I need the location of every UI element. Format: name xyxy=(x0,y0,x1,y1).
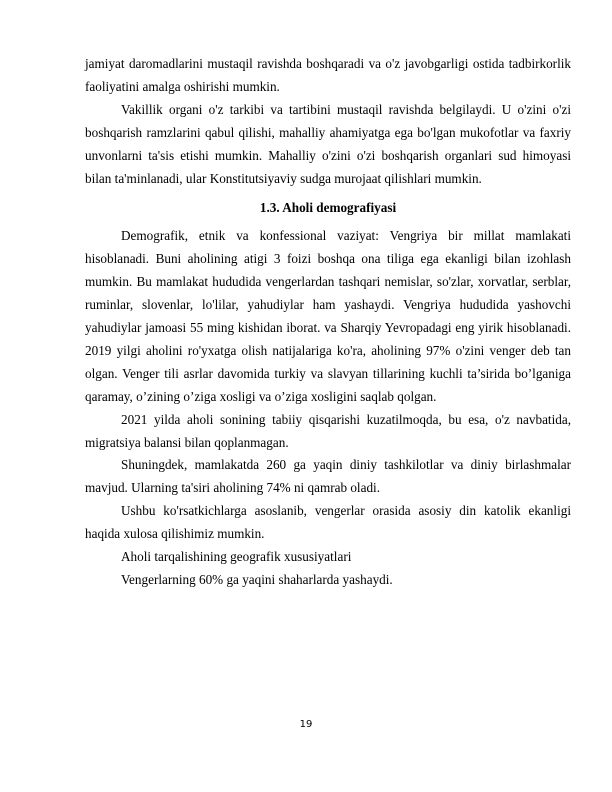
paragraph-catholic-conclusion: Ushbu ko'rsatkichlarga asoslanib, vengerlar orasida asosiy din katolik ekanligi haqida xulosa qilishimiz mumkin. xyxy=(85,503,571,542)
section-heading: 1.3. Aholi demografiyasi xyxy=(259,200,397,216)
document-body xyxy=(85,53,571,592)
paragraph-geographic-subtitle: Aholi tarqalishining geografik xususiyatlari xyxy=(121,549,352,565)
paragraph-population-decline: 2021 yilda aholi sonining tabiiy qisqarishi kuzatilmoqda, bu esa, o'z navbatida, migratsiya balansi bilan qoplanmagan. xyxy=(85,411,571,450)
paragraph-demographic-situation: Demografik, etnik va konfessional vaziyat: Vengriya bir millat mamlakati hisoblanadi. Buni aholining atigi 3 foizi boshqa ona tiliga ega ekanligi bilan izohlash mumkin. Bu mamlakat hududida vengerlardan tashqari nemislar, so'zlar, xorvatlar, serblar, ruminlar, slovenlar, lo'lilar, yahudiylar ham yashaydi. Vengriya hududida yashovchi yahudiylar jamoasi 55 ming kishidan iborat. va Sharqiy Yevropadagi eng yirik hisoblanadi. 2019 yilgi aholini ro'yxatga olish natijalariga ko'ra, aholining 97% o'zini venger deb tan olgan. Venger tili asrlar davomida turkiy va slavyan tillarining kuchli ta’sirida bo’lganiga qaramay, o’zining o’ziga xosligi va o’ziga xosligini saqlab qolgan. xyxy=(85,228,571,404)
paragraph-continuation: jamiyat daromadlarini mustaqil ravishda boshqaradi va o'z javobgarligi ostida tadbirkorlik faoliyatini amalga oshirishi mumkin. xyxy=(85,56,571,94)
paragraph-religious-organizations: Shuningdek, mamlakatda 260 ga yaqin diniy tashkilotlar va diniy birlashmalar mavjud. Ularning ta'siri aholining 74% ni qamrab oladi. xyxy=(85,457,571,496)
page-number: 19 xyxy=(299,719,313,730)
paragraph-representative-body: Vakillik organi o'z tarkibi va tartibini mustaqil ravishda belgilaydi. U o'zini o'zi boshqarish ramzlarini qabul qilishi, mahalliy ahamiyatga ega bo'lgan mukofotlar va faxriy unvonlarni ta'sis etishi mumkin. Mahalliy o'zini o'zi boshqarish organlari sud himoyasi bilan ta'minlanadi, ular Konstitutsiyaviy sudga murojaat qilishlari mumkin. xyxy=(85,101,571,186)
paragraph-urban-population: Vengerlarning 60% ga yaqini shaharlarda yashaydi. xyxy=(121,571,393,587)
